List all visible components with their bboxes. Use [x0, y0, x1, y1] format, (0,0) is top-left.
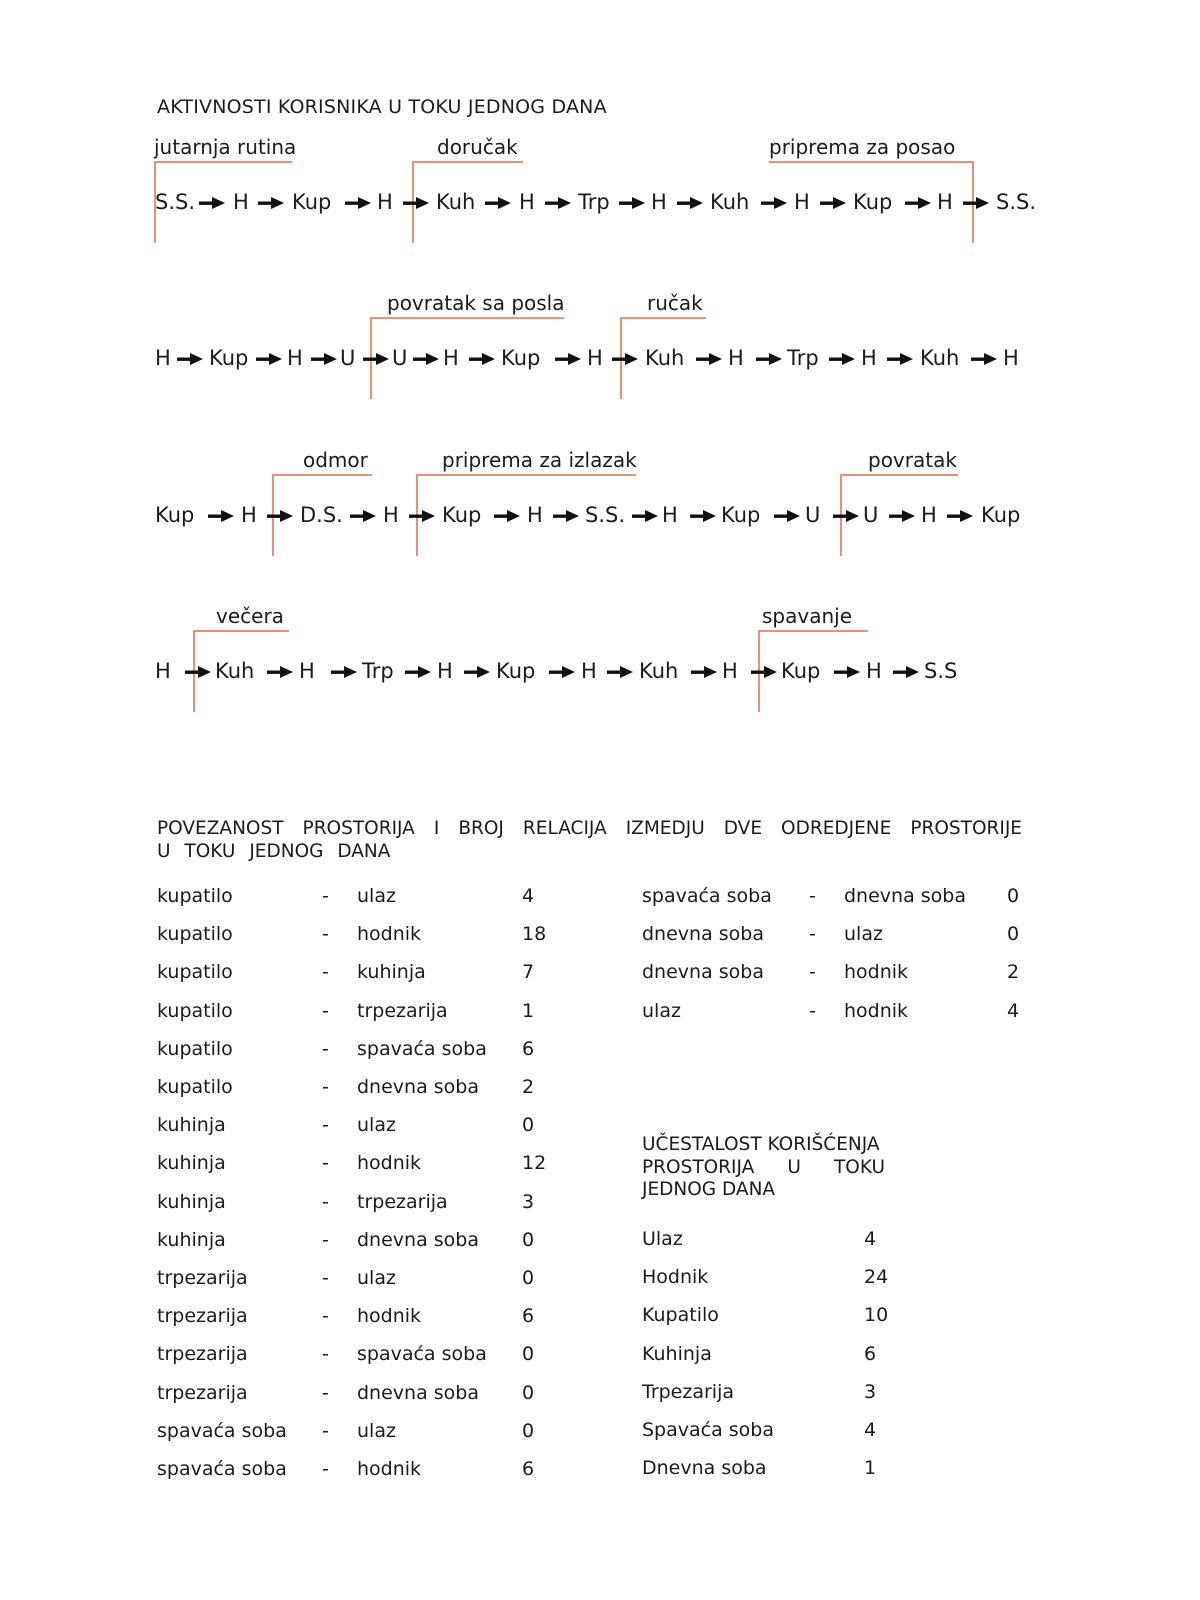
phase-label: doručak — [437, 135, 518, 159]
phase-label: priprema za izlazak — [442, 448, 637, 472]
room-code: Trp — [362, 659, 394, 683]
room-b: ulaz — [357, 885, 396, 907]
room-a: spavaća soba — [642, 885, 772, 907]
table-row — [157, 1267, 562, 1291]
separator: - — [322, 1076, 329, 1098]
relation-count: 6 — [522, 1458, 535, 1480]
arrow-right-icon — [545, 197, 571, 209]
arrow-right-icon — [820, 197, 846, 209]
usage-row — [642, 1419, 902, 1443]
table-row — [157, 1114, 562, 1138]
arrow-right-icon — [464, 666, 490, 678]
room-a: dnevna soba — [642, 923, 764, 946]
arrow-right-icon — [199, 197, 225, 209]
arrow-right-icon — [258, 197, 284, 209]
room-code: Kup — [981, 503, 1021, 527]
room-code: S.S. — [585, 503, 626, 527]
arrow-right-icon — [363, 353, 389, 365]
room-a: kupatilo — [157, 1037, 233, 1060]
arrow-right-icon — [177, 353, 203, 365]
relation-count: 0 — [522, 1419, 535, 1442]
separator: - — [322, 885, 329, 907]
room-code: S.S. — [996, 190, 1037, 214]
relation-count: 0 — [522, 1381, 535, 1404]
room-code: H — [1003, 346, 1019, 370]
room-code: Kuh — [215, 659, 255, 683]
phase-label: večera — [216, 604, 284, 628]
separator: - — [809, 923, 816, 946]
table-row — [642, 1000, 1047, 1024]
room-code: Kuh — [920, 346, 960, 370]
phase-label: povratak sa posla — [387, 291, 565, 315]
arrow-right-icon — [553, 510, 579, 522]
separator: - — [322, 1267, 329, 1289]
table-row — [157, 1191, 562, 1215]
arrow-right-icon — [267, 666, 293, 678]
room-code: Kuh — [645, 346, 685, 370]
relation-count: 0 — [1007, 885, 1020, 907]
table-row — [157, 1229, 562, 1253]
arrow-right-icon — [893, 666, 919, 678]
room-code: Kup — [442, 503, 482, 527]
room-code: H — [527, 503, 543, 527]
room-b: dnevna soba — [844, 885, 966, 907]
room-code: H — [794, 190, 810, 214]
table-row — [157, 1420, 562, 1444]
arrow-right-icon — [409, 510, 435, 522]
room-b: hodnik — [357, 1305, 422, 1328]
relation-count: 0 — [522, 1228, 535, 1251]
room-code: H — [861, 346, 877, 370]
arrow-right-icon — [829, 353, 855, 365]
arrow-right-icon — [494, 510, 520, 522]
room-a: kupatilo — [157, 999, 233, 1022]
arrow-right-icon — [905, 197, 931, 209]
phase-label: jutarnja rutina — [154, 135, 297, 159]
room-b: spavaća soba — [357, 1343, 487, 1366]
arrow-right-icon — [887, 353, 913, 365]
usage-count: 24 — [864, 1266, 889, 1289]
room-b: ulaz — [844, 923, 883, 946]
room-a: kuhinja — [157, 1152, 226, 1175]
room-b: dnevna soba — [357, 1381, 479, 1404]
separator: - — [322, 999, 329, 1022]
arrow-right-icon — [331, 666, 357, 678]
room-a: kupatilo — [157, 961, 233, 984]
relation-count: 6 — [522, 1305, 535, 1328]
room-a: kuhinja — [157, 1190, 226, 1213]
room-a: spavaća soba — [157, 1419, 287, 1442]
room-code: H — [299, 659, 315, 683]
room-a: trpezarija — [157, 1343, 248, 1366]
table-row — [157, 1152, 562, 1176]
room-b: dnevna soba — [357, 1228, 479, 1251]
relation-count: 7 — [522, 961, 535, 984]
room-code: Kuh — [639, 659, 679, 683]
table-row — [157, 885, 562, 909]
room-a: trpezarija — [157, 1305, 248, 1328]
arrow-right-icon — [833, 510, 859, 522]
usage-row — [642, 1228, 902, 1252]
room-code: U — [805, 503, 821, 527]
arrow-right-icon — [751, 666, 777, 678]
relations-title-line-2: U TOKU JEDNOG DANA — [157, 840, 391, 862]
usage-count: 4 — [864, 1419, 877, 1441]
arrow-right-icon — [256, 353, 282, 365]
room-code: S.S — [924, 659, 958, 683]
room-code: Kup — [496, 659, 536, 683]
separator: - — [322, 961, 329, 984]
arrow-right-icon — [311, 353, 337, 365]
usage-row — [642, 1381, 902, 1405]
room-b: dnevna soba — [357, 1076, 479, 1098]
room-code: H — [377, 190, 393, 214]
relation-count: 3 — [522, 1190, 535, 1213]
room-b: hodnik — [844, 961, 909, 984]
room-a: trpezarija — [157, 1381, 248, 1404]
room-code: Kup — [501, 346, 541, 370]
room-code: H — [662, 503, 678, 527]
arrow-right-icon — [267, 510, 293, 522]
arrow-right-icon — [691, 666, 717, 678]
room-code: Kup — [292, 190, 332, 214]
separator: - — [322, 1419, 329, 1442]
room-code: H — [519, 190, 535, 214]
arrow-right-icon — [632, 510, 658, 522]
usage-title-line-2: PROSTORIJA U TOKU — [642, 1156, 885, 1178]
arrow-right-icon — [607, 666, 633, 678]
usage-title-line-3: JEDNOG DANA — [642, 1179, 776, 1200]
room-b: kuhinja — [357, 961, 426, 984]
activities-title: AKTIVNOSTI KORISNIKA U TOKU JEDNOG DANA — [157, 96, 607, 118]
separator: - — [322, 1305, 329, 1328]
room-a: ulaz — [642, 999, 681, 1022]
room-code: H — [383, 503, 399, 527]
room-name: Kupatilo — [642, 1304, 719, 1327]
room-code: H — [722, 659, 738, 683]
table-row — [157, 1343, 562, 1367]
phase-label: priprema za posao — [769, 135, 956, 159]
room-code: H — [443, 346, 459, 370]
separator: - — [322, 1152, 329, 1175]
arrow-right-icon — [696, 353, 722, 365]
usage-title-line-1: UČESTALOST KORIŠĆENJA — [642, 1134, 880, 1155]
room-code: H — [651, 190, 667, 214]
room-code: Kup — [155, 503, 195, 527]
room-b: hodnik — [357, 1152, 422, 1175]
room-code: Kup — [781, 659, 821, 683]
separator: - — [322, 1037, 329, 1060]
phase-label: ručak — [647, 291, 703, 315]
usage-title — [642, 1134, 885, 1202]
room-a: kuhinja — [157, 1114, 226, 1137]
usage-count: 1 — [864, 1457, 877, 1480]
arrow-right-icon — [185, 666, 211, 678]
arrow-right-icon — [549, 666, 575, 678]
room-code: U — [392, 346, 408, 370]
arrow-right-icon — [485, 197, 511, 209]
arrow-right-icon — [413, 353, 439, 365]
room-b: hodnik — [357, 923, 422, 946]
room-code: H — [155, 659, 171, 683]
relation-count: 2 — [522, 1076, 535, 1098]
room-name: Spavaća soba — [642, 1419, 775, 1441]
relation-count: 6 — [522, 1037, 535, 1060]
room-code: H — [587, 346, 603, 370]
room-code: H — [937, 190, 953, 214]
room-code: H — [233, 190, 249, 214]
room-b: trpezarija — [357, 1190, 448, 1213]
room-a: kuhinja — [157, 1228, 226, 1251]
table-row — [642, 923, 1047, 947]
arrow-right-icon — [774, 510, 800, 522]
relations-title-line-1: POVEZANOST PROSTORIJA I BROJ RELACIJA IZMEDJU DVE ODREDJENE PROSTORIJE — [157, 818, 1022, 839]
room-name: Dnevna soba — [642, 1457, 767, 1480]
phase-label: spavanje — [762, 604, 852, 628]
room-name: Ulaz — [642, 1228, 683, 1250]
usage-count: 3 — [864, 1380, 877, 1403]
arrow-right-icon — [403, 197, 429, 209]
room-b: hodnik — [844, 999, 909, 1022]
table-row — [157, 1000, 562, 1024]
arrow-right-icon — [690, 510, 716, 522]
separator: - — [322, 1228, 329, 1251]
relation-count: 0 — [1007, 923, 1020, 946]
arrow-right-icon — [761, 197, 787, 209]
relations-title — [157, 818, 1022, 863]
room-code: Kup — [853, 190, 893, 214]
room-code: H — [155, 346, 171, 370]
room-code: H — [287, 346, 303, 370]
arrow-right-icon — [834, 666, 860, 678]
room-b: ulaz — [357, 1267, 396, 1289]
arrow-right-icon — [971, 353, 997, 365]
table-row — [157, 1038, 562, 1062]
arrow-right-icon — [405, 666, 431, 678]
room-code: H — [437, 659, 453, 683]
relation-count: 2 — [1007, 961, 1020, 984]
relation-count: 18 — [522, 923, 547, 946]
arrow-right-icon — [469, 353, 495, 365]
separator: - — [322, 1114, 329, 1137]
arrow-right-icon — [889, 510, 915, 522]
relation-count: 4 — [522, 885, 535, 907]
room-code: H — [866, 659, 882, 683]
room-a: dnevna soba — [642, 961, 764, 984]
arrow-right-icon — [963, 197, 989, 209]
table-row — [157, 1305, 562, 1329]
table-row — [157, 1382, 562, 1406]
room-b: ulaz — [357, 1419, 396, 1442]
relation-count: 0 — [522, 1114, 535, 1137]
arrow-right-icon — [555, 353, 581, 365]
table-row — [157, 1076, 562, 1100]
phase-label: povratak — [868, 448, 957, 472]
arrow-right-icon — [350, 510, 376, 522]
usage-row — [642, 1266, 902, 1290]
usage-count: 10 — [864, 1304, 889, 1327]
separator: - — [322, 1190, 329, 1213]
room-code: H — [728, 346, 744, 370]
arrow-right-icon — [947, 510, 973, 522]
room-code: Trp — [578, 190, 610, 214]
room-b: ulaz — [357, 1114, 396, 1137]
usage-count: 4 — [864, 1228, 877, 1250]
table-row — [157, 923, 562, 947]
room-name: Kuhinja — [642, 1342, 712, 1365]
room-code: Kuh — [710, 190, 750, 214]
separator: - — [322, 923, 329, 946]
usage-row — [642, 1457, 902, 1481]
arrow-right-icon — [345, 197, 371, 209]
relation-count: 4 — [1007, 999, 1020, 1022]
arrow-right-icon — [612, 353, 638, 365]
room-a: spavaća soba — [157, 1458, 287, 1480]
relation-count: 1 — [522, 999, 535, 1022]
room-code: H — [921, 503, 937, 527]
room-code: U — [863, 503, 879, 527]
table-row — [157, 961, 562, 985]
separator: - — [322, 1458, 329, 1480]
room-code: D.S. — [300, 503, 343, 527]
usage-count: 6 — [864, 1342, 877, 1365]
room-code: Trp — [787, 346, 819, 370]
table-row — [642, 961, 1047, 985]
room-code: S.S. — [155, 190, 196, 214]
room-code: Kuh — [436, 190, 476, 214]
table-row — [642, 885, 1047, 909]
room-code: Kup — [721, 503, 761, 527]
separator: - — [809, 885, 816, 907]
room-a: kupatilo — [157, 885, 233, 907]
room-a: trpezarija — [157, 1267, 248, 1289]
phase-label: odmor — [303, 448, 368, 472]
usage-row — [642, 1304, 902, 1328]
separator: - — [809, 999, 816, 1022]
usage-row — [642, 1343, 902, 1367]
room-name: Trpezarija — [642, 1380, 735, 1403]
room-b: trpezarija — [357, 999, 448, 1022]
arrow-right-icon — [756, 353, 782, 365]
separator: - — [809, 961, 816, 984]
arrow-right-icon — [208, 510, 234, 522]
relation-count: 0 — [522, 1267, 535, 1289]
arrow-right-icon — [619, 197, 645, 209]
separator: - — [322, 1381, 329, 1404]
room-name: Hodnik — [642, 1266, 709, 1289]
room-a: kupatilo — [157, 923, 233, 946]
room-b: spavaća soba — [357, 1037, 487, 1060]
room-code: H — [241, 503, 257, 527]
room-a: kupatilo — [157, 1076, 233, 1098]
separator: - — [322, 1343, 329, 1366]
table-row — [157, 1458, 562, 1482]
room-code: U — [340, 346, 356, 370]
room-b: hodnik — [357, 1458, 422, 1480]
relation-count: 0 — [522, 1343, 535, 1366]
relation-count: 12 — [522, 1152, 547, 1175]
arrow-right-icon — [677, 197, 703, 209]
room-code: H — [581, 659, 597, 683]
room-code: Kup — [209, 346, 249, 370]
